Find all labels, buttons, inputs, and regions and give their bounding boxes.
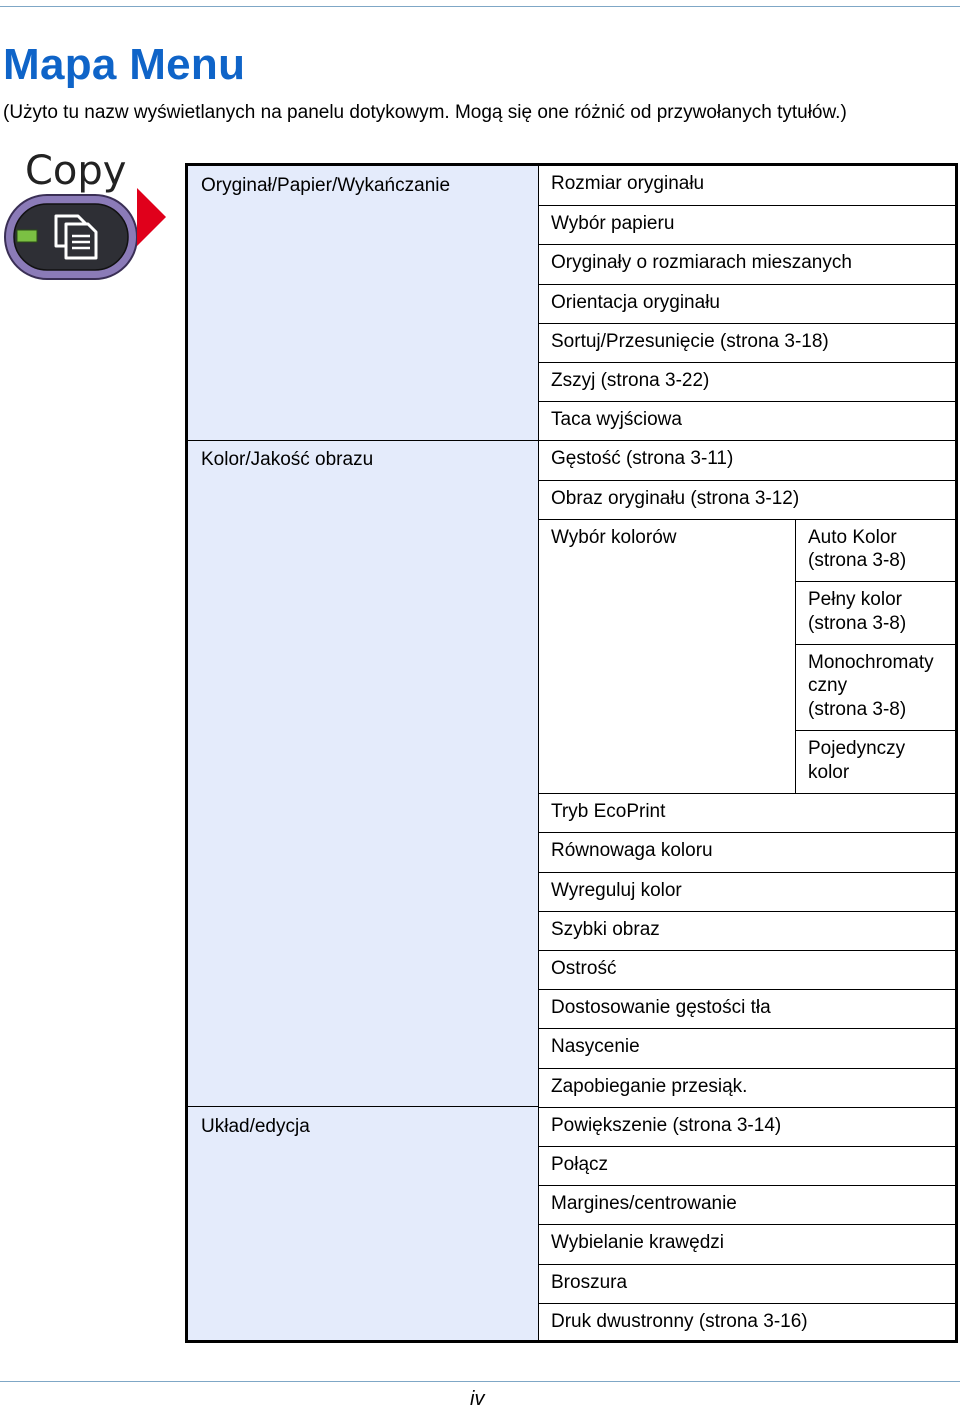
led-indicator-icon: [17, 230, 37, 242]
menu-item: Zszyj (strona 3-22): [538, 362, 955, 401]
menu-item: Gęstość (strona 3-11): [538, 440, 955, 479]
menu-item: Broszura: [538, 1264, 955, 1303]
menu-item: Taca wyjściowa: [538, 401, 955, 440]
menu-item: Dostosowanie gęstości tła: [538, 989, 955, 1028]
menu-item: Nasycenie: [538, 1028, 955, 1067]
bottom-rule: [0, 1381, 960, 1382]
menu-item: Obraz oryginału (strona 3-12): [538, 480, 955, 519]
menu-item: Oryginały o rozmiarach mieszanych: [538, 244, 955, 283]
arrow-right-icon: [137, 188, 167, 246]
page-title: Mapa Menu: [3, 40, 246, 89]
menu-item: Orientacja oryginału: [538, 284, 955, 323]
copy-key-button[interactable]: [4, 194, 138, 280]
menu-item: Wybielanie krawędzi: [538, 1224, 955, 1263]
menu-item: Równowaga koloru: [538, 832, 955, 871]
menu-item-color-selection: Wybór kolorów: [538, 519, 955, 793]
category-layout-edit: Układ/edycja: [201, 1116, 310, 1137]
menu-item: Ostrość: [538, 950, 955, 989]
menu-item: Margines/centrowanie: [538, 1185, 955, 1224]
color-option-monochrome: Monochromaty czny (strona 3-8): [795, 644, 955, 731]
menu-map-table: [185, 163, 958, 1343]
page-subtitle: (Użyto tu nazw wyświetlanych na panelu dotykowym. Mogą się one różnić od przywołanych tytułów.): [3, 102, 847, 123]
menu-item: Druk dwustronny (strona 3-16): [538, 1303, 955, 1340]
menu-item: Sortuj/Przesunięcie (strona 3-18): [538, 323, 955, 362]
menu-item: Połącz: [538, 1146, 955, 1185]
menu-item: Wyreguluj kolor: [538, 872, 955, 911]
menu-item: Zapobieganie przesiąk.: [538, 1068, 955, 1107]
color-option-full-color: Pełny kolor (strona 3-8): [795, 581, 955, 644]
color-option-auto: Auto Kolor (strona 3-8): [795, 519, 955, 582]
category-color-image-quality: Kolor/Jakość obrazu: [201, 449, 374, 470]
color-option-single-color: Pojedynczy kolor: [795, 730, 955, 793]
page-number: iv: [470, 1388, 485, 1410]
menu-item: Wybór papieru: [538, 205, 955, 244]
menu-item: Szybki obraz: [538, 911, 955, 950]
category-original-paper-finishing: Oryginał/Papier/Wykańczanie: [201, 175, 451, 196]
copy-key-label: Copy: [25, 148, 127, 194]
menu-item: Powiększenie (strona 3-14): [538, 1107, 955, 1146]
top-rule: [0, 6, 960, 7]
menu-item: Rozmiar oryginału: [538, 166, 955, 205]
menu-item: Tryb EcoPrint: [538, 793, 955, 832]
